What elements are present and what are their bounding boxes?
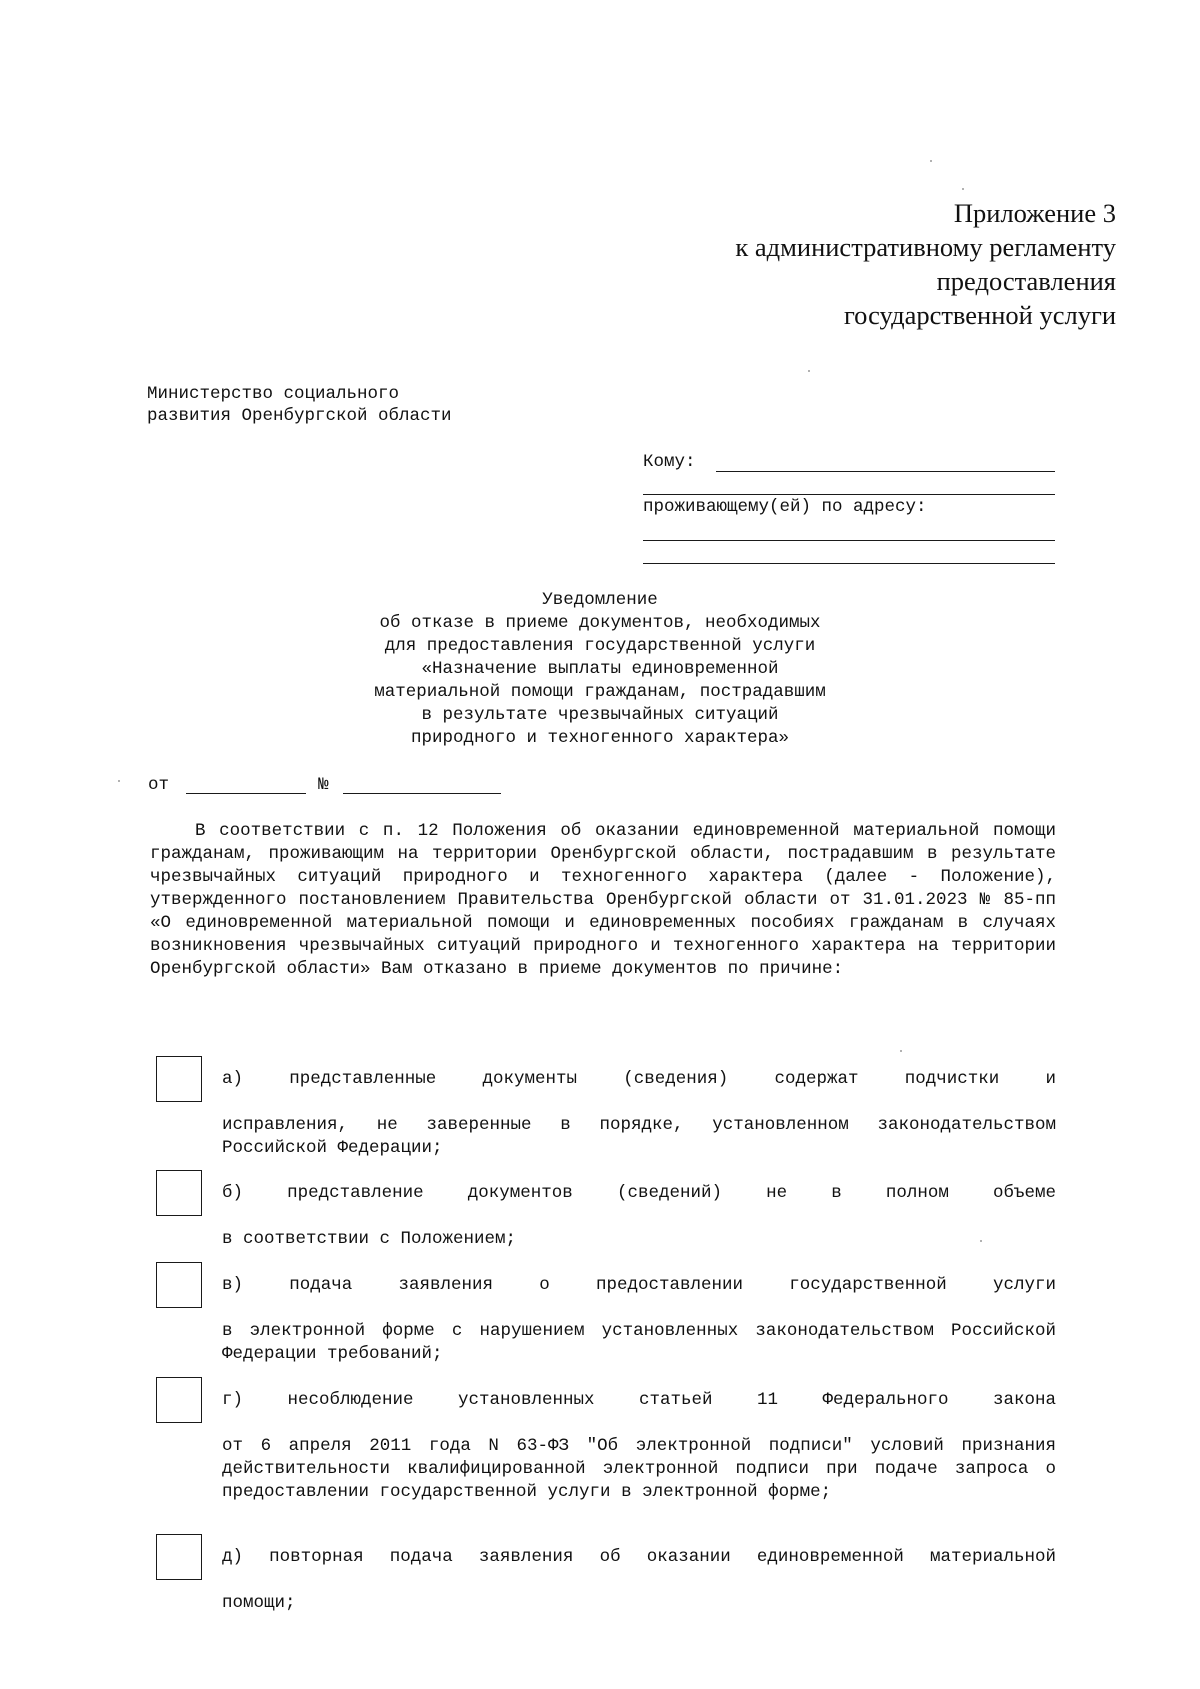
reason-v-rest: в электронной форме с нарушением установленных законодательством Российской Федерации требований; bbox=[222, 1321, 1056, 1364]
number-field-line[interactable] bbox=[343, 793, 501, 794]
ministry-name bbox=[147, 383, 452, 427]
to-label: Кому: bbox=[643, 452, 696, 472]
notice-line-6: природного и техногенного характера» bbox=[410, 728, 790, 748]
appendix-line-2: к административному регламенту bbox=[735, 232, 1116, 262]
reason-b-checkbox[interactable] bbox=[156, 1170, 202, 1216]
notice-line-2: для предоставления государственной услуги bbox=[384, 636, 816, 656]
reason-b-first-line: б) представление документов (сведений) не в полном объеме bbox=[222, 1183, 1057, 1203]
address-label: проживающему(ей) по адресу: bbox=[643, 497, 927, 517]
ministry-line-2: развития Оренбургской области bbox=[147, 406, 452, 426]
reason-g-first-line: г) несоблюдение установленных статьей 11 Федерального закона bbox=[222, 1390, 1057, 1410]
appendix-line-3: предоставления bbox=[936, 266, 1116, 296]
reason-d-rest: помощи; bbox=[222, 1593, 296, 1613]
reason-v-first-line: в) подача заявления о предоставлении государственной услуги bbox=[222, 1275, 1057, 1295]
appendix-header bbox=[640, 196, 1116, 332]
from-label: от bbox=[148, 775, 170, 795]
appendix-line-4: государственной услуги bbox=[843, 300, 1116, 330]
reason-a-rest: исправления, не заверенные в порядке, установленном законодательством Российской Федерации; bbox=[222, 1115, 1056, 1158]
notice-line-4: материальной помощи гражданам, пострадавшим bbox=[374, 682, 826, 702]
appendix-line-1: Приложение 3 bbox=[953, 198, 1116, 228]
scan-speck bbox=[930, 160, 932, 162]
reason-d-checkbox[interactable] bbox=[156, 1534, 202, 1580]
reason-a-checkbox[interactable] bbox=[156, 1056, 202, 1102]
date-number-row bbox=[148, 774, 169, 796]
reason-a-first-line: а) представленные документы (сведения) содержат подчистки и bbox=[222, 1069, 1057, 1089]
reason-b-rest: в соответствии с Положением; bbox=[222, 1229, 517, 1249]
body-text: В соответствии с п. 12 Положения об оказании единовременной материальной помощи гражданам, проживающим на территории Оренбургской области, пострадавшим в результате чрезвычайных ситуаций природного и техногенного характера (далее - Положение), утвержденного постановлением Правительства Оренбургской области от 31.01.2023 № 85-пп «О единовременной материальной помощи и единовременных пособиях гражданам в случаях возникновения чрезвычайных ситуаций природного и техногенного характера на территории Оренбургской области» Вам отказано в приеме документов по причине: bbox=[150, 821, 1056, 979]
to-field-line[interactable] bbox=[716, 471, 1055, 472]
reason-v-checkbox[interactable] bbox=[156, 1262, 202, 1308]
notice-line-3: «Назначение выплаты единовременной bbox=[421, 659, 779, 679]
body-paragraph bbox=[150, 820, 1056, 981]
ministry-line-1: Министерство социального bbox=[147, 384, 400, 404]
notice-line-1: об отказе в приеме документов, необходимых bbox=[379, 613, 821, 633]
date-field-line[interactable] bbox=[186, 793, 306, 794]
notice-line-5: в результате чрезвычайных ситуаций bbox=[421, 705, 779, 725]
scan-speck bbox=[808, 370, 810, 372]
to-field-line-2[interactable] bbox=[643, 494, 1055, 495]
number-label: № bbox=[318, 775, 329, 795]
notice-title: Уведомление bbox=[542, 590, 658, 610]
scan-speck bbox=[900, 1050, 902, 1052]
scan-speck bbox=[962, 188, 964, 190]
address-field-line-2[interactable] bbox=[643, 563, 1055, 564]
reason-g-rest: от 6 апреля 2011 года N 63-ФЗ "Об электронной подписи" условий признания действительности квалифицированной электронной подписи при подаче запроса о предоставлении государственной услуги в электронной форме; bbox=[222, 1436, 1056, 1502]
reason-g-checkbox[interactable] bbox=[156, 1377, 202, 1423]
address-field-line-1[interactable] bbox=[643, 540, 1055, 541]
scan-speck bbox=[118, 780, 120, 782]
scan-speck bbox=[980, 1240, 982, 1242]
reason-d-first-line: д) повторная подача заявления об оказании единовременной материальной bbox=[222, 1547, 1057, 1567]
notice-title-block bbox=[320, 589, 880, 750]
